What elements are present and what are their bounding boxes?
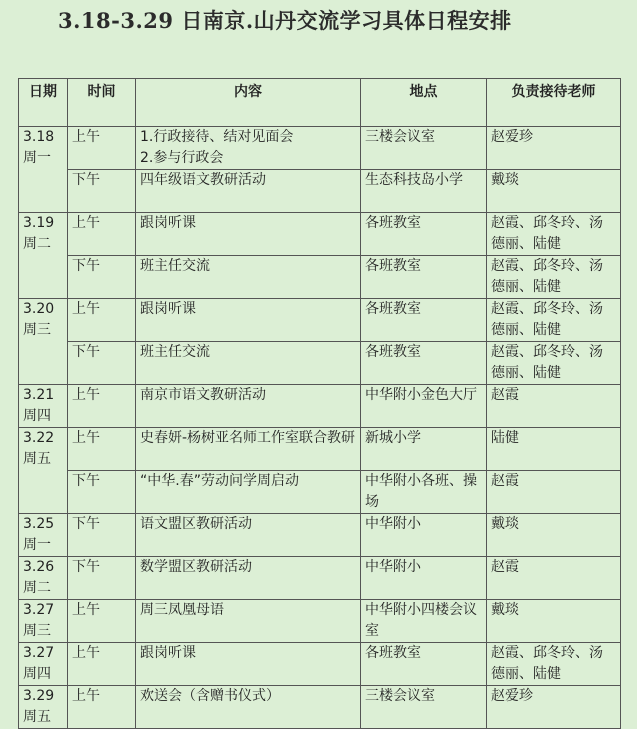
date-cell [19, 428, 68, 514]
weekday: 周五 [23, 709, 51, 725]
date-cell [19, 127, 68, 213]
time-cell: 下午 [68, 170, 136, 213]
teacher-cell: 赵霞、邱冬玲、汤德丽、陆健 [487, 342, 621, 385]
date-cell [19, 213, 68, 299]
date: 3.18 [23, 129, 55, 145]
place-cell: 三楼会议室 [361, 686, 487, 729]
date-cell [19, 686, 68, 729]
time-cell: 下午 [68, 471, 136, 514]
date-cell [19, 514, 68, 557]
table-row [19, 514, 621, 557]
date: 3.21 [23, 387, 55, 403]
teacher-cell: 戴琰 [487, 600, 621, 643]
content-cell: 语文盟区教研活动 [136, 514, 361, 557]
date: 3.29 [23, 688, 55, 704]
teacher-cell: 赵霞、邱冬玲、汤德丽、陆健 [487, 256, 621, 299]
place-cell: 中华附小四楼会议室 [361, 600, 487, 643]
table-row [19, 385, 621, 428]
table-row [19, 342, 621, 385]
time-cell: 上午 [68, 686, 136, 729]
date: 3.27 [23, 645, 55, 661]
weekday: 周五 [23, 451, 51, 467]
time-cell: 上午 [68, 299, 136, 342]
time-cell: 上午 [68, 643, 136, 686]
content-cell: 跟岗听课 [136, 643, 361, 686]
place-cell: 中华附小各班、操场 [361, 471, 487, 514]
content-cell: 欢送会（含赠书仪式） [136, 686, 361, 729]
weekday: 周二 [23, 580, 51, 596]
teacher-cell: 赵霞、邱冬玲、汤德丽、陆健 [487, 299, 621, 342]
weekday: 周三 [23, 322, 51, 338]
time-cell: 上午 [68, 213, 136, 256]
weekday: 周一 [23, 150, 51, 166]
content-cell: 史春妍-杨树亚名师工作室联合教研 [136, 428, 361, 471]
content-cell: 周三凤凰母语 [136, 600, 361, 643]
date-cell [19, 643, 68, 686]
place-cell: 三楼会议室 [361, 127, 487, 170]
table-row [19, 471, 621, 514]
table-row [19, 557, 621, 600]
table-row [19, 299, 621, 342]
table-row [19, 256, 621, 299]
place-cell: 中华附小 [361, 557, 487, 600]
time-cell: 上午 [68, 127, 136, 170]
date: 3.27 [23, 602, 55, 618]
content-cell: 南京市语文教研活动 [136, 385, 361, 428]
date: 3.25 [23, 516, 55, 532]
table-row [19, 643, 621, 686]
date: 3.22 [23, 430, 55, 446]
schedule-table [18, 78, 621, 729]
time-cell: 下午 [68, 557, 136, 600]
time-cell: 下午 [68, 514, 136, 557]
time-cell: 上午 [68, 385, 136, 428]
weekday: 周二 [23, 236, 51, 252]
content-cell: 数学盟区教研活动 [136, 557, 361, 600]
content-line: 2.参与行政会 [140, 150, 224, 166]
place-cell: 生态科技岛小学 [361, 170, 487, 213]
header-place: 地点 [361, 79, 487, 127]
teacher-cell: 陆健 [487, 428, 621, 471]
teacher-cell: 赵爱珍 [487, 127, 621, 170]
content-cell [136, 127, 361, 170]
date-cell [19, 557, 68, 600]
table-row [19, 213, 621, 256]
content-cell: 四年级语文教研活动 [136, 170, 361, 213]
place-cell: 新城小学 [361, 428, 487, 471]
table-row [19, 686, 621, 729]
teacher-cell: 赵爱珍 [487, 686, 621, 729]
header-content: 内容 [136, 79, 361, 127]
date-cell [19, 385, 68, 428]
teacher-cell: 赵霞 [487, 471, 621, 514]
place-cell: 各班教室 [361, 213, 487, 256]
table-row [19, 170, 621, 213]
page-title: 3.18-3.29 日南京.山丹交流学习具体日程安排 [58, 8, 512, 33]
time-cell: 下午 [68, 342, 136, 385]
table-row [19, 127, 621, 170]
content-cell: 跟岗听课 [136, 299, 361, 342]
date: 3.19 [23, 215, 55, 231]
date-cell [19, 600, 68, 643]
header-date: 日期 [19, 79, 68, 127]
place-cell: 各班教室 [361, 342, 487, 385]
teacher-cell: 赵霞、邱冬玲、汤德丽、陆健 [487, 643, 621, 686]
content-cell: 班主任交流 [136, 256, 361, 299]
place-cell: 中华附小 [361, 514, 487, 557]
weekday: 周一 [23, 537, 51, 553]
place-cell: 各班教室 [361, 299, 487, 342]
header-teacher: 负责接待老师 [487, 79, 621, 127]
date: 3.26 [23, 559, 55, 575]
table-row [19, 428, 621, 471]
teacher-cell: 赵霞 [487, 557, 621, 600]
place-cell: 中华附小金色大厅 [361, 385, 487, 428]
date: 3.20 [23, 301, 55, 317]
teacher-cell: 赵霞、邱冬玲、汤德丽、陆健 [487, 213, 621, 256]
time-cell: 下午 [68, 256, 136, 299]
place-cell: 各班教室 [361, 256, 487, 299]
weekday: 周四 [23, 408, 51, 424]
table-header-row [19, 79, 621, 127]
table-row [19, 600, 621, 643]
place-cell: 各班教室 [361, 643, 487, 686]
header-time: 时间 [68, 79, 136, 127]
content-line: 1.行政接待、结对见面会 [140, 129, 294, 145]
content-cell: 班主任交流 [136, 342, 361, 385]
content-cell: “中华.春”劳动问学周启动 [136, 471, 361, 514]
teacher-cell: 赵霞 [487, 385, 621, 428]
content-cell: 跟岗听课 [136, 213, 361, 256]
teacher-cell: 戴琰 [487, 170, 621, 213]
time-cell: 上午 [68, 428, 136, 471]
weekday: 周三 [23, 623, 51, 639]
time-cell: 上午 [68, 600, 136, 643]
weekday: 周四 [23, 666, 51, 682]
date-cell [19, 299, 68, 385]
teacher-cell: 戴琰 [487, 514, 621, 557]
